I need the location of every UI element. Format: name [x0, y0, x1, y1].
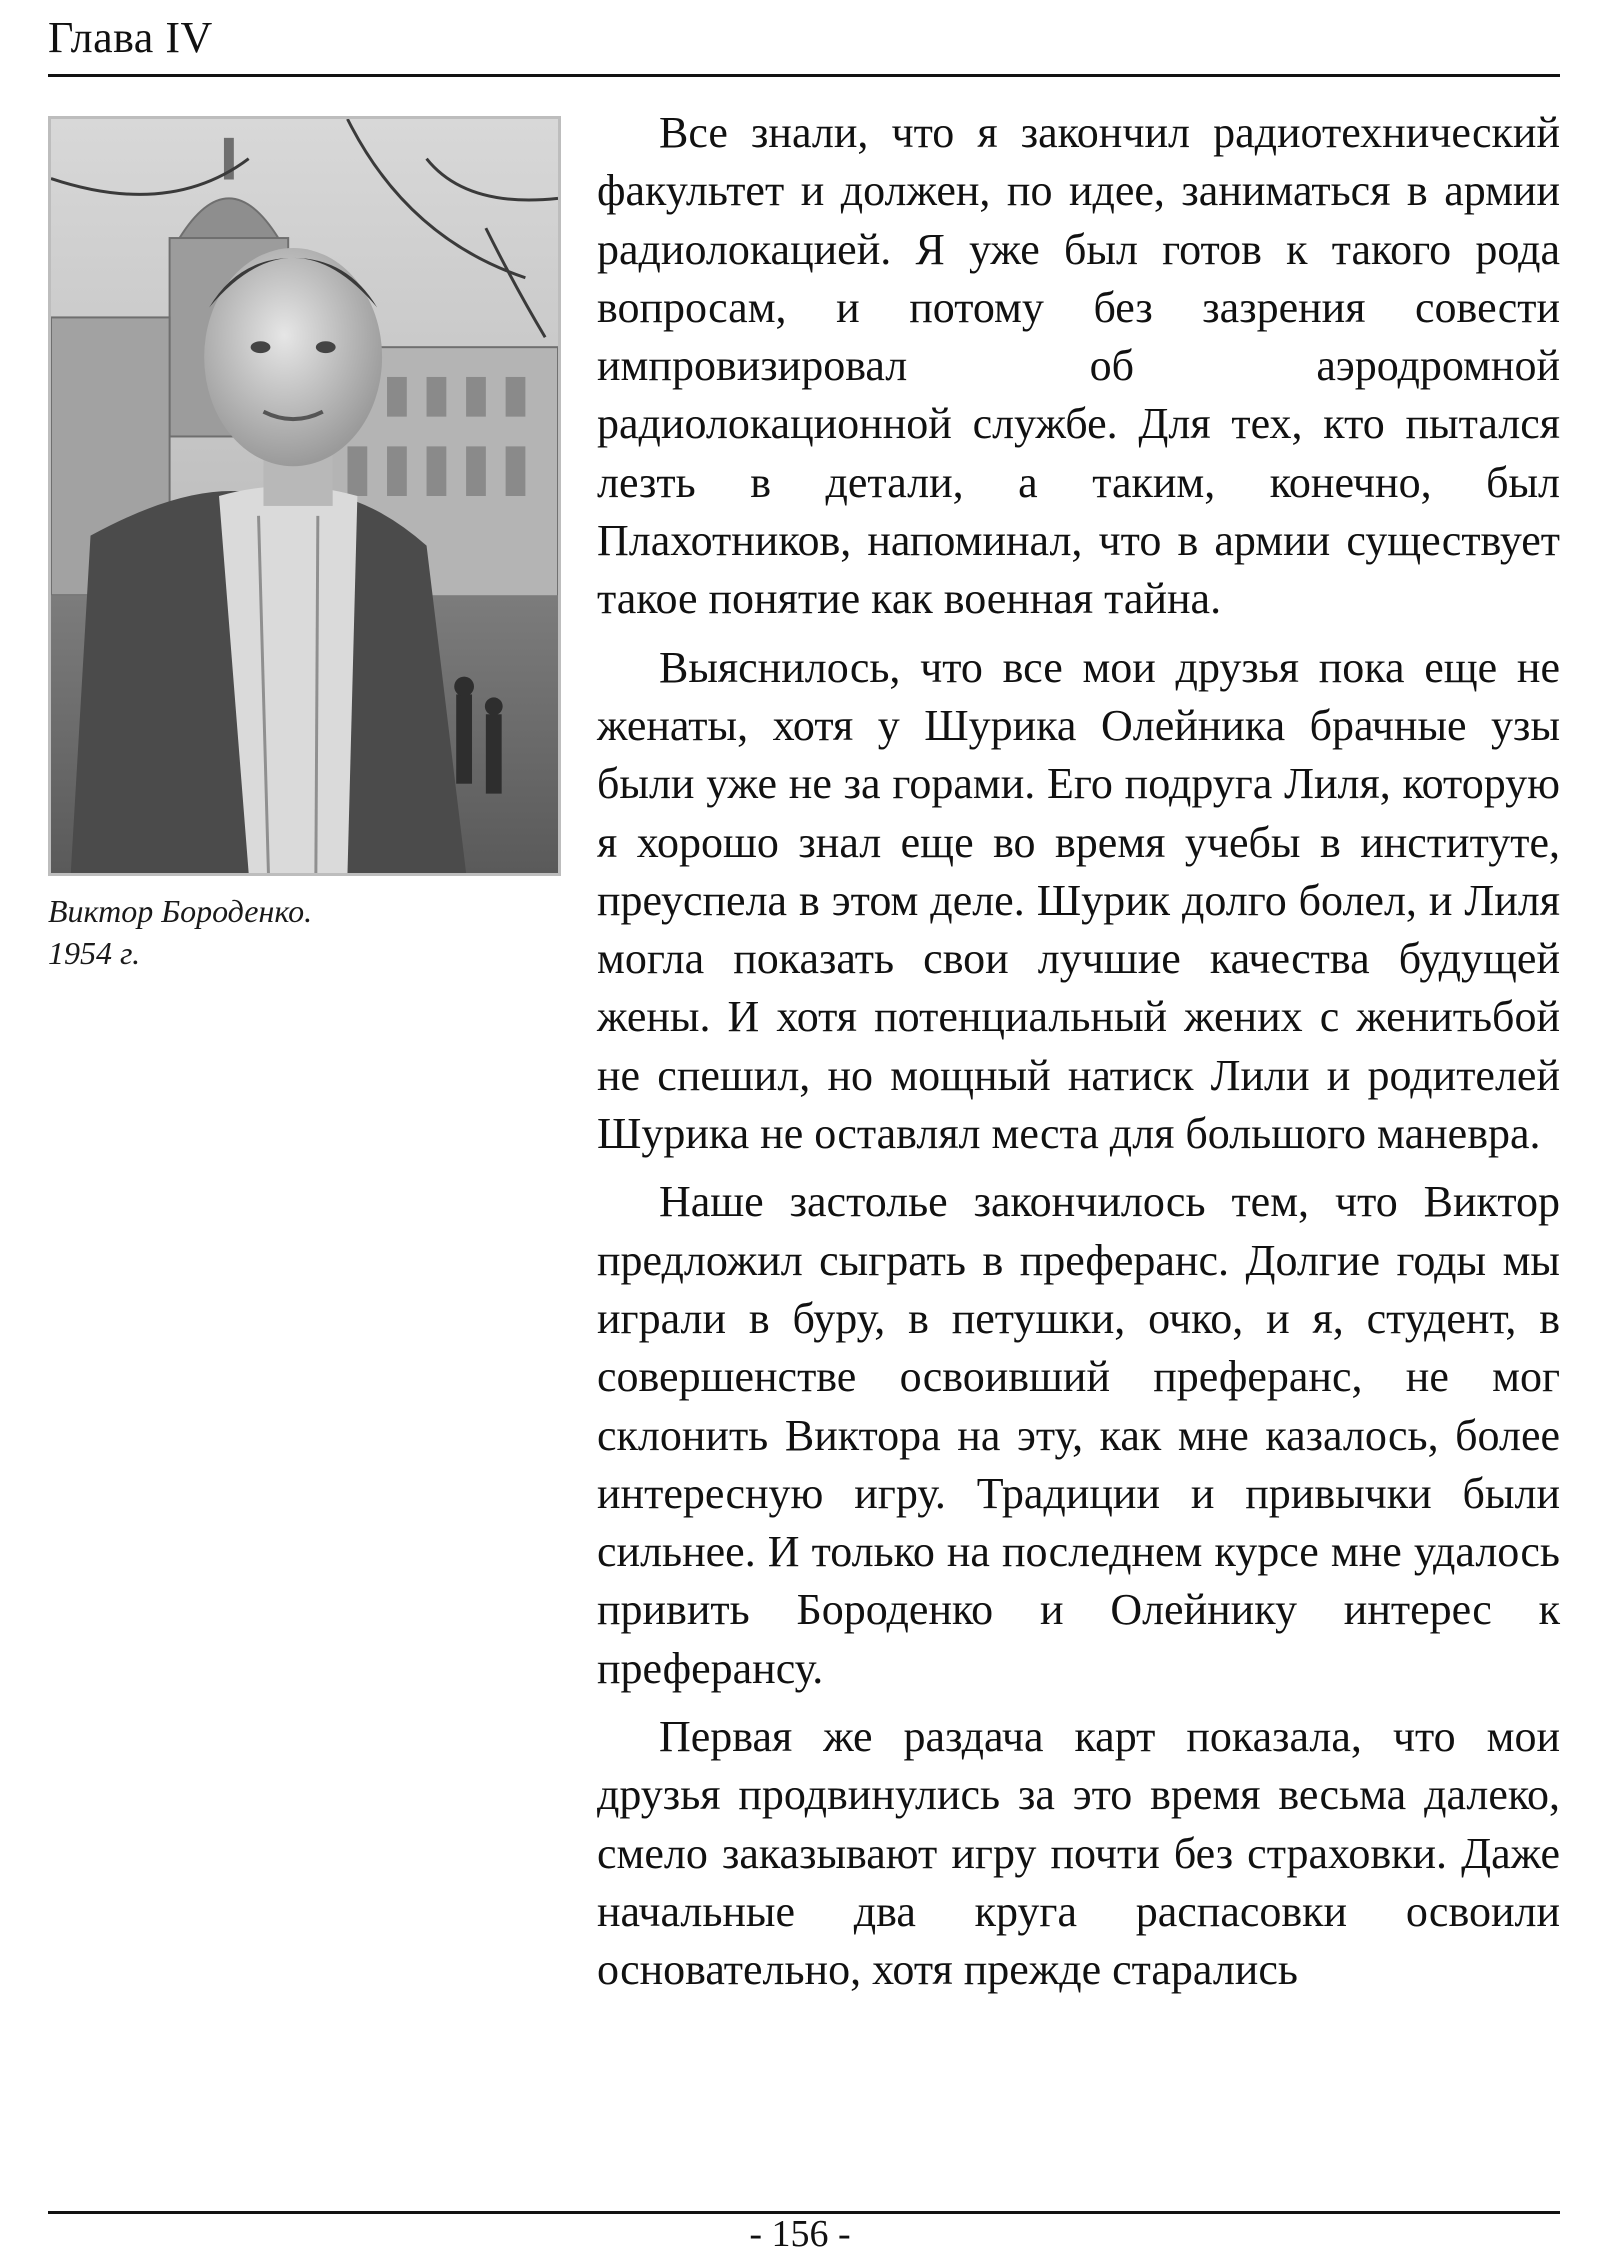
caption-year: 1954 г.	[48, 935, 141, 971]
portrait-photo	[48, 116, 561, 876]
header-rule	[48, 74, 1560, 77]
paragraph: Наше застолье закончилось тем, что Виктор предложил сыграть в преферанс. Долгие годы мы играли в буру, в петушки, очко, и я, студент, в совершенстве освоивший преферанс, не мог склонить Виктора на эту, как мне казалось, более интересную игру. Традиции и привычки были сильнее. И только на последнем курсе мне удалось привить Бороденко и Олейнику интерес к преферансу.	[597, 1177, 1560, 1693]
paragraph: Все знали, что я закончил радиотехнический факультет и должен, по идее, заниматься в армии радиолокацией. Я уже был готов к такого рода вопросам, и потому без зазрения совести импровизировал об аэродромной радиолокационной службе. Для тех, кто пытался лезть в детали, а таким, конечно, был Плахотников, напоминал, что в армии существует такое понятие как военная тайна.	[597, 108, 1560, 624]
main-text	[597, 104, 1560, 2010]
photo-caption	[48, 890, 561, 974]
page-number: - 156 -	[749, 2213, 851, 2255]
paragraph: Первая же раздача карт показала, что мои друзья продвинулись за это время весьма далеко, смело заказывают игру почти без страховки. Даже начальные два круга распасовки освоили основательно, хотя прежде старались	[597, 1712, 1560, 1995]
paragraph: Выяснилось, что все мои друзья пока еще не женаты, хотя у Шурика Олейника брачные узы были уже не за горами. Его подруга Лиля, которую я хорошо знал еще во время учебы в институте, преуспела в этом деле. Шурик долго болел, и Лиля могла показать свои лучшие качества будущей жены. И хотя потенциальный жених с женитьбой не спешил, но мощный натиск Лили и родителей Шурика не оставлял места для большого маневра.	[597, 642, 1560, 1159]
caption-name: Виктор Бороденко.	[48, 893, 313, 929]
chapter-title: Глава IV	[48, 13, 213, 62]
